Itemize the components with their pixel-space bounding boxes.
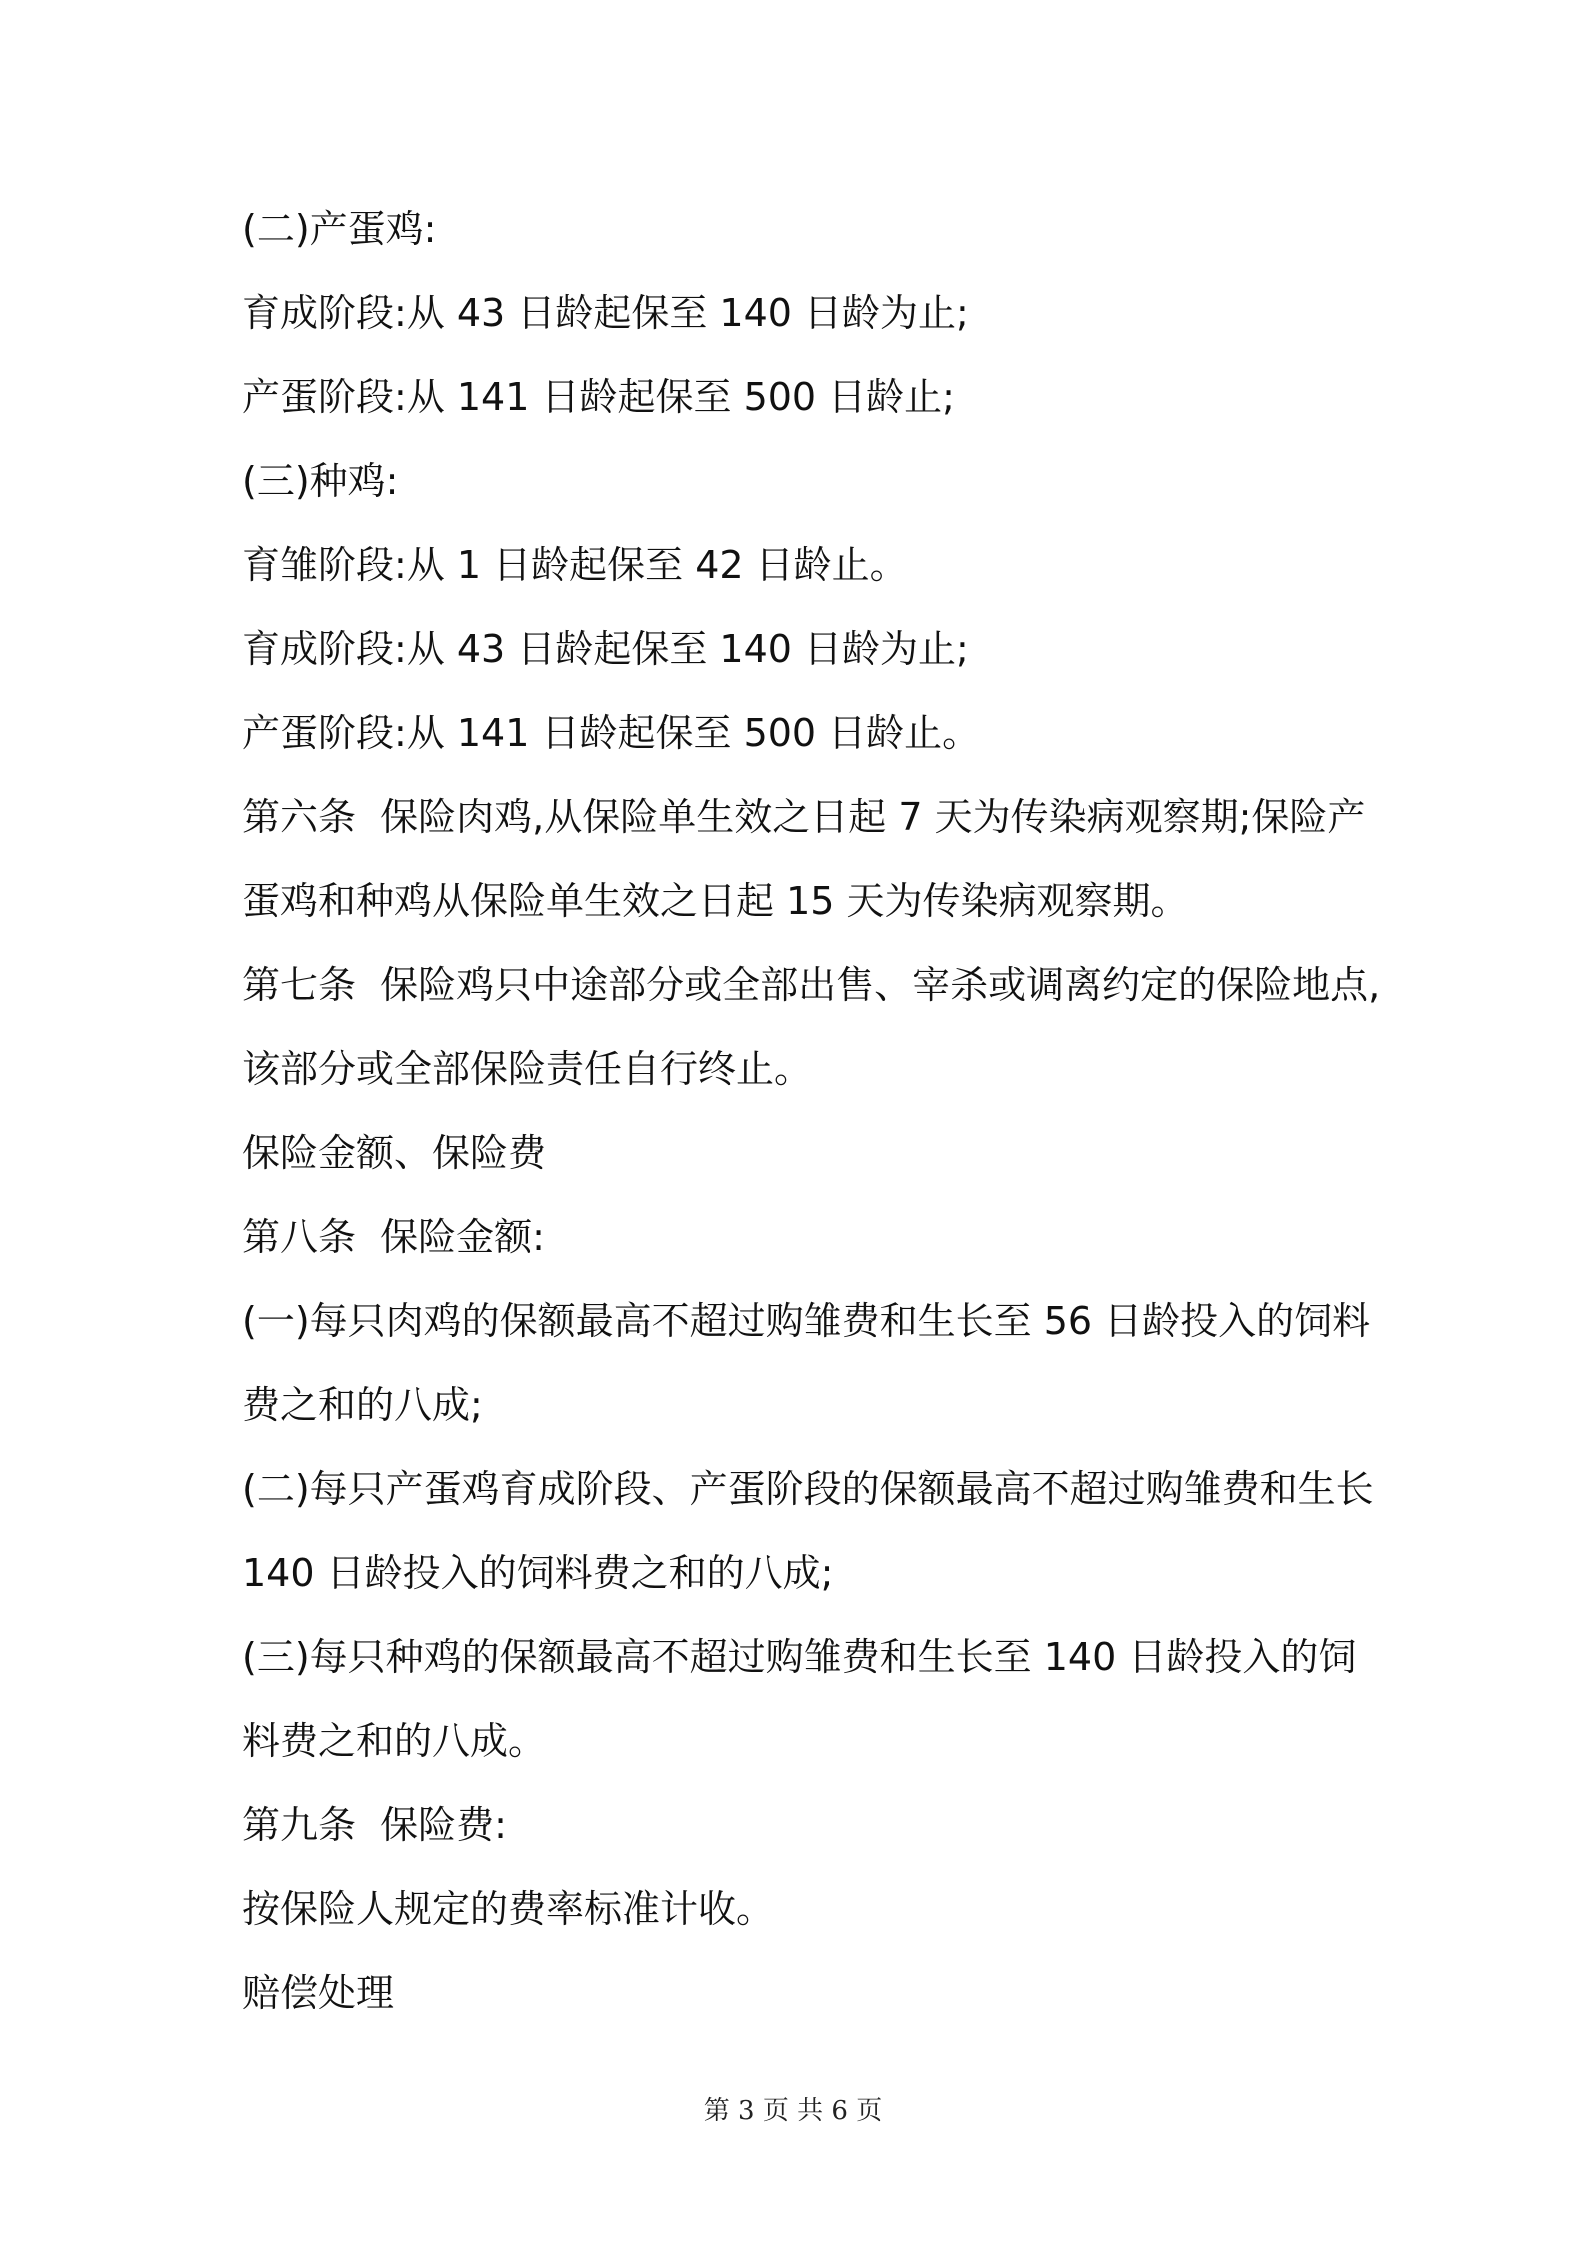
section-heading: 保险金额、保险费 [242,1131,547,1175]
text-line: 140 日龄投入的饲料费之和的八成; [242,1551,834,1595]
text-line: (二)产蛋鸡: [242,207,437,251]
text-line: 第七条 保险鸡只中途部分或全部出售、宰杀或调离约定的保险地点, [242,963,1381,1007]
text-line: 该部分或全部保险责任自行终止。 [242,1047,813,1091]
text-line: 第九条 保险费: [242,1803,507,1847]
page-number-footer: 第 3 页 共 6 页 [703,2096,883,2126]
text-line: (一)每只肉鸡的保额最高不超过购雏费和生长至 56 日龄投入的饲料 [242,1299,1371,1343]
document-body [242,197,1381,2045]
text-line: 产蛋阶段:从 141 日龄起保至 500 日龄止。 [242,711,981,755]
text-line: 育雏阶段:从 1 日龄起保至 42 日龄止。 [242,543,908,587]
text-line: 蛋鸡和种鸡从保险单生效之日起 15 天为传染病观察期。 [242,879,1189,923]
text-line: (三)种鸡: [242,459,399,503]
text-line: 第八条 保险金额: [242,1215,545,1259]
text-line: 育成阶段:从 43 日龄起保至 140 日龄为止; [242,627,969,671]
section-heading: 赔偿处理 [242,1971,395,2015]
text-line: 料费之和的八成。 [242,1719,547,1763]
text-line: 产蛋阶段:从 141 日龄起保至 500 日龄止; [242,375,955,419]
text-line: 费之和的八成; [242,1383,483,1427]
text-line: (三)每只种鸡的保额最高不超过购雏费和生长至 140 日龄投入的饲 [242,1635,1357,1679]
text-line: 第六条 保险肉鸡,从保险单生效之日起 7 天为传染病观察期;保险产 [242,795,1366,839]
text-line: 按保险人规定的费率标准计收。 [242,1887,775,1931]
text-line: 育成阶段:从 43 日龄起保至 140 日龄为止; [242,291,969,335]
text-line: (二)每只产蛋鸡育成阶段、产蛋阶段的保额最高不超过购雏费和生长 [242,1467,1374,1511]
